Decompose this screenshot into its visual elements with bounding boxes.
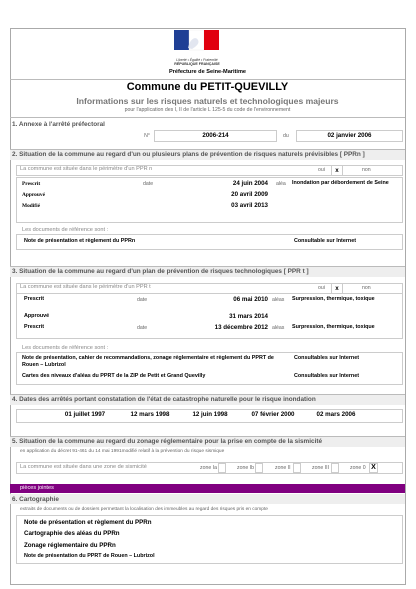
flag-icon <box>168 30 226 52</box>
pprt-doc-status[interactable]: Consultables sur Internet <box>294 373 359 379</box>
cartographie-description: extraits de documents ou de dossiers permettant la localisation des immeubles au regard des risques pris en compte <box>20 507 268 512</box>
pprt-row-label: Approuvé <box>24 313 50 319</box>
pprt-aleas-value: Surpression, thermique, toxique <box>292 296 375 302</box>
logo-motto: Liberté • Égalité • Fraternité <box>176 58 218 62</box>
pprn-date-label: date <box>143 181 154 187</box>
prefecture-label: Préfecture de Seine-Maritime <box>168 69 247 75</box>
arrete-n-label: N° <box>144 133 150 139</box>
pprn-row-label: Prescrit <box>22 181 41 187</box>
seismic-zone-text: La commune est située dans une zone de sismicité <box>20 464 147 470</box>
pprn-date: 24 juin 2004 <box>232 180 268 187</box>
pprt-date: 13 décembre 2012 <box>214 324 268 331</box>
zone-label: zone Ia <box>200 465 218 471</box>
pprn-oui-mark[interactable]: x <box>331 165 343 176</box>
pprt-oui-label: oui <box>318 285 325 291</box>
zone-label: zone III <box>312 465 330 471</box>
section1-title: 1. Annexe à l'arrêté préfectoral <box>12 121 105 128</box>
pprt-date: 06 mai 2010 <box>233 296 268 303</box>
logo-republic: RÉPUBLIQUE FRANÇAISE <box>174 62 220 66</box>
attachment-item[interactable]: Note de présentation et règlement du PPRn <box>24 519 152 526</box>
zone-checkbox[interactable]: X <box>369 463 378 473</box>
pprt-doc-name: Cartes des niveaux d'aléas du PPRT de la ZIP de Petit et Grand Quevilly <box>22 373 206 379</box>
pprt-aleas-label: aléas <box>272 325 285 331</box>
pprn-non-label: non <box>362 167 371 173</box>
pprt-doc-status[interactable]: Consultables sur Internet <box>294 355 359 361</box>
pprt-oui-mark[interactable]: x <box>331 283 343 294</box>
pprt-date: 31 mars 2014 <box>229 313 268 320</box>
seismic-decree: en application du décret 91-461 du 14 mai 1991modifié relatif à la prévention du risque sismique <box>20 449 225 454</box>
pprn-doc-name: Note de présentation et règlement du PPRn <box>24 238 136 244</box>
pprn-date: 20 avril 2009 <box>231 191 268 198</box>
section5-title: 5. Situation de la commune au regard du zonage réglementaire pour la prise en compte de la sismicité <box>12 438 323 445</box>
section2-title: 2. Situation de la commune au regard d'un ou plusieurs plans de prévention de risques naturels prévisibles [ PPRn ] <box>12 151 365 158</box>
zone-checkbox[interactable] <box>293 463 301 473</box>
pprt-doc-name: Note de présentation, cahier de recommandations, zonage réglementaire et règlement du PPRT de Rouen – Lubrizol <box>22 355 274 368</box>
catnat-date: 07 février 2000 <box>251 411 295 418</box>
pprt-row-label: Prescrit <box>24 324 45 330</box>
attachment-item[interactable]: Note de présentation du PPRT de Rouen – Lubrizol <box>24 553 155 559</box>
pprn-row-label: Modifié <box>22 203 40 209</box>
zone-checkbox[interactable] <box>218 463 226 473</box>
cartographie-title: 6. Cartographie <box>12 496 59 503</box>
section3-title: 3. Situation de la commune au regard d'un plan de prévention de risques technologiques [ PPR t ] <box>12 268 309 275</box>
pprt-date-label: date <box>137 297 148 303</box>
catnat-date: 02 mars 2006 <box>316 411 356 418</box>
arrete-du-label: du <box>283 133 289 139</box>
pprn-row-label: Approuvé <box>22 192 45 198</box>
pprt-docs-label: Les documents de référence sont : <box>22 345 109 351</box>
pprn-oui-label: oui <box>318 167 325 173</box>
catnat-date: 12 mars 1998 <box>130 411 170 418</box>
subtitle: Informations sur les risques naturels et technologiques majeurs <box>76 96 339 106</box>
pprn-aleas-value: Inondation par débordement de Seine <box>292 180 389 186</box>
pieces-jointes-bar <box>10 484 405 493</box>
zone-label: zone 0 <box>350 465 366 471</box>
zone-label: zone II <box>275 465 291 471</box>
attachment-item[interactable]: Zonage réglementaire du PPRn <box>24 542 116 549</box>
attachment-item[interactable]: Cartographie des aléas du PPRn <box>24 530 120 537</box>
commune-title: Commune du PETIT-QUEVILLY <box>126 81 289 93</box>
catnat-date: 12 juin 1998 <box>192 411 228 418</box>
pprt-perimeter-text: La commune est située dans le périmètre d'un PPR t <box>20 284 151 290</box>
pprt-row-label: Prescrit <box>24 296 45 302</box>
pprt-aleas-value: Surpression, thermique, toxique <box>292 324 375 330</box>
pprt-aleas-label: aléas <box>272 297 285 303</box>
pprn-doc-status[interactable]: Consultable sur Internet <box>294 238 357 244</box>
pprn-docs-label: Les documents de référence sont : <box>22 227 109 233</box>
pprn-perimeter-text: La commune est située dans le périmètre d'un PPR n <box>20 166 153 172</box>
pieces-jointes-label: pièces jointes <box>20 485 54 491</box>
pprt-date-label: date <box>137 325 148 331</box>
pprn-date: 03 avril 2013 <box>231 202 268 209</box>
section4-title: 4. Dates des arrêtés portant constatation de l'état de catastrophe naturelle pour le risque inondation <box>12 396 316 403</box>
marianne-logo <box>168 30 226 64</box>
pprn-aleas-label: aléa <box>276 181 286 187</box>
zone-checkbox[interactable] <box>331 463 339 473</box>
arrete-number: 2006-214 <box>154 130 277 142</box>
application-note: pour l'application des I, II de l'article L 125-5 du code de l'environnement <box>124 107 291 113</box>
arrete-date: 02 janvier 2006 <box>296 130 403 142</box>
catnat-date: 01 juillet 1997 <box>64 411 106 418</box>
pprt-non-label: non <box>362 285 371 291</box>
zone-label: zone Ib <box>237 465 255 471</box>
zone-checkbox[interactable] <box>255 463 263 473</box>
